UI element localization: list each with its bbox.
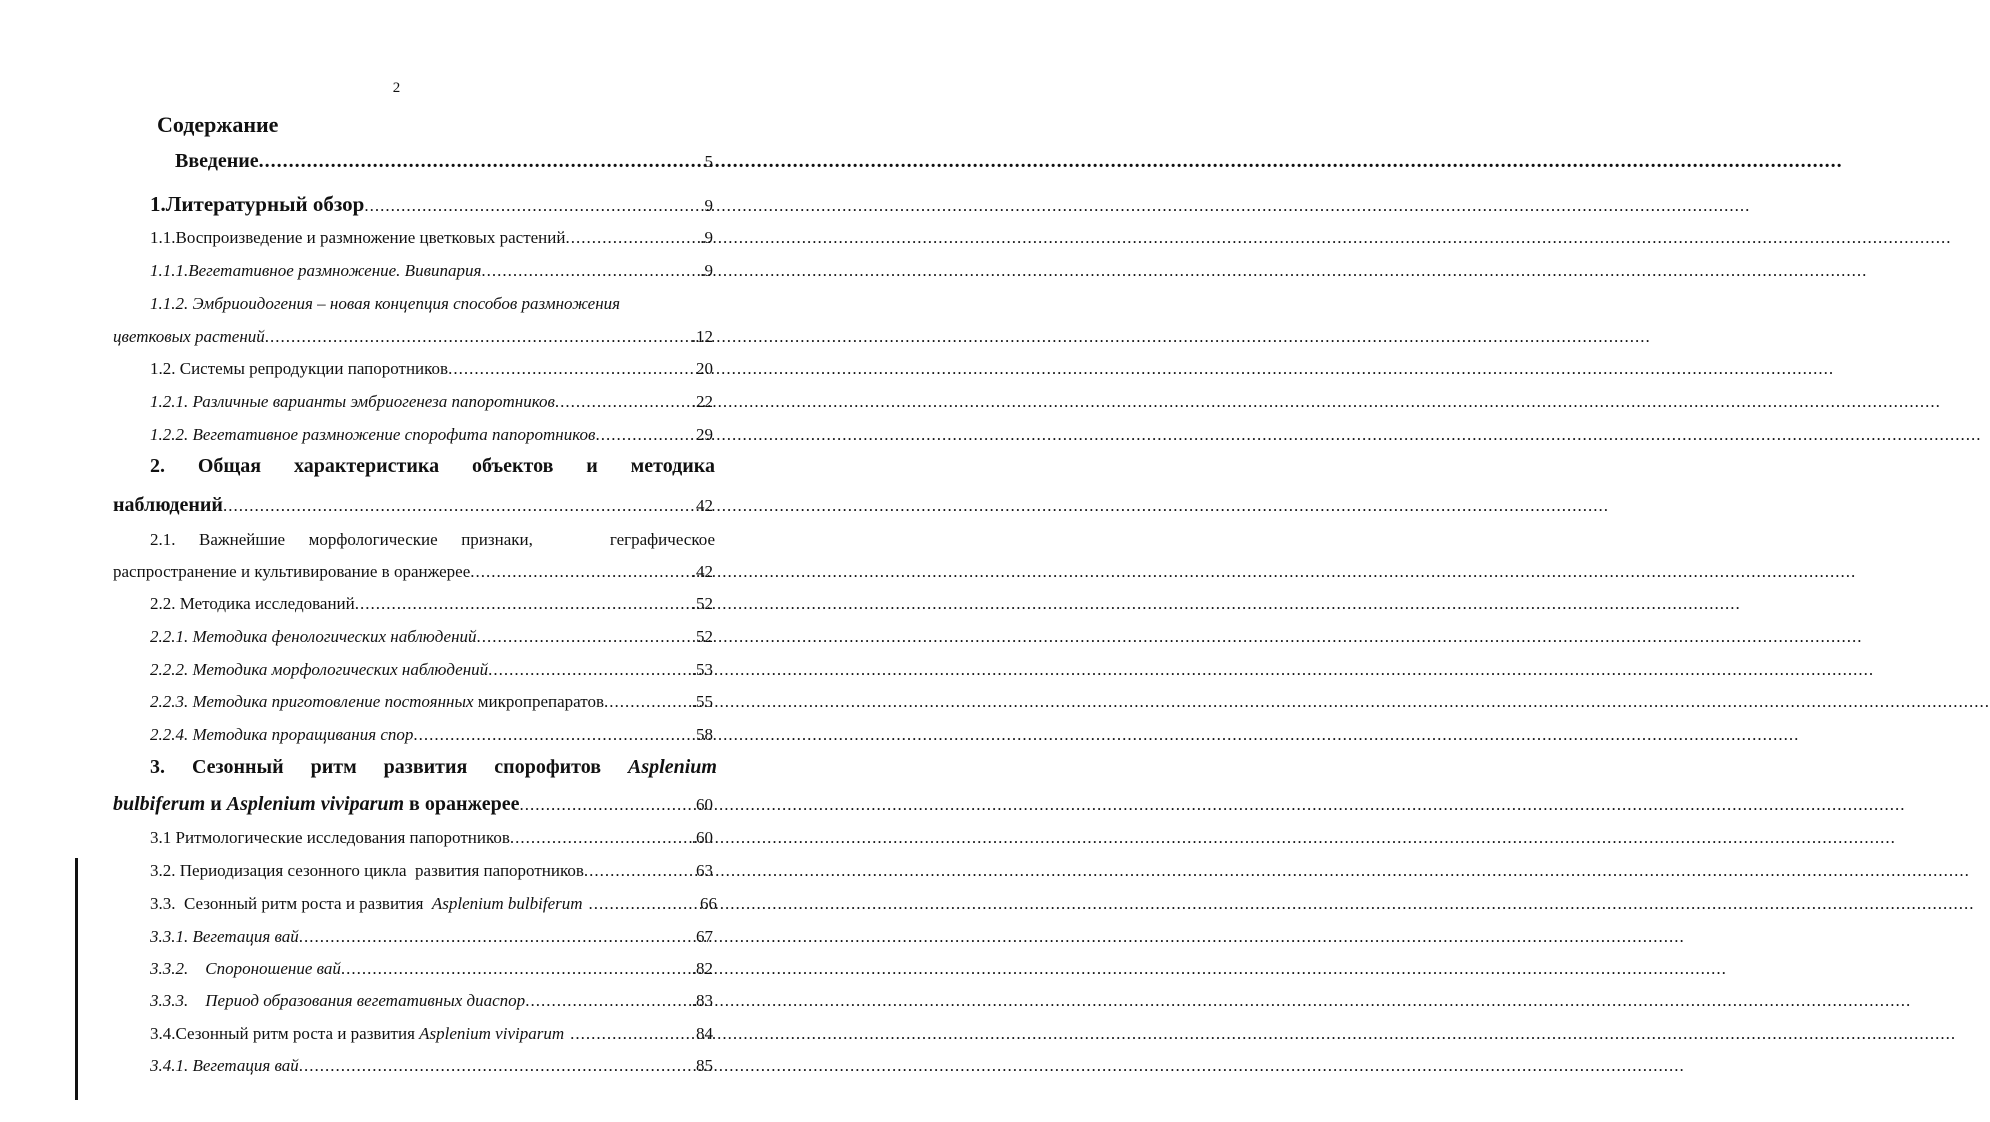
- toc-entry-title: 2.2. Методика исследований: [150, 594, 355, 613]
- toc-entry[interactable]: [150, 991, 713, 1019]
- toc-word: 2.1.: [150, 530, 176, 549]
- toc-entry-page: 9: [704, 196, 713, 215]
- toc-word: спорофитов: [494, 756, 602, 778]
- toc-conj: и: [205, 793, 227, 815]
- toc-entry[interactable]: [150, 425, 713, 453]
- toc-leader: [223, 496, 694, 516]
- toc-entry[interactable]: [113, 494, 713, 522]
- toc-entry-page: .60: [691, 828, 713, 847]
- toc-entry-title: 3.4.1. Вегетация вай: [150, 1056, 299, 1075]
- toc-entry-title: в оранжерее: [404, 793, 520, 815]
- toc-entry-title: 3.1 Ритмологические исследования папоротников: [150, 828, 510, 847]
- toc-entry-page: .82: [691, 959, 713, 978]
- species-name: Asplenium viviparum: [226, 793, 405, 815]
- toc-entry[interactable]: [150, 261, 713, 289]
- toc-entry-line1[interactable]: [150, 455, 715, 485]
- toc-entry-title: 1.2.1. Различные варианты эмбриогенеза папоротников: [150, 392, 555, 411]
- toc-entry-line1[interactable]: [150, 530, 715, 560]
- species-name: Asplenium bulbiferum: [431, 894, 583, 913]
- toc-entry[interactable]: [150, 192, 713, 220]
- species-name: Asplenium viviparum: [419, 1024, 565, 1043]
- toc-entry-page: .83: [691, 991, 713, 1010]
- toc-entry-title: 3.2. Периодизация сезонного цикла развития папоротников: [150, 861, 584, 880]
- toc-leader: [259, 150, 703, 173]
- toc-entry-page: 60: [696, 795, 713, 814]
- toc-word: объектов: [471, 455, 554, 477]
- toc-leader: [565, 228, 698, 248]
- toc-entry-page: .53: [691, 660, 713, 679]
- toc-word: Сезонный: [191, 756, 284, 778]
- toc-word: Общая: [197, 455, 262, 477]
- toc-word: характеристика: [293, 455, 440, 477]
- toc-leader: [355, 594, 690, 614]
- toc-entry-page: .42: [691, 562, 713, 581]
- page-number: 2: [392, 80, 401, 96]
- toc-leader: [525, 991, 690, 1011]
- toc-entry[interactable]: [150, 861, 713, 889]
- toc-entry-line1[interactable]: [150, 756, 717, 786]
- toc-word: и: [586, 455, 598, 477]
- toc-entry[interactable]: [150, 627, 713, 655]
- toc-entry-page: 58: [696, 725, 713, 744]
- toc-leader: [519, 795, 694, 815]
- toc-entry-title: Введение: [175, 150, 259, 172]
- toc-leader: [448, 359, 694, 379]
- toc-entry[interactable]: [175, 150, 713, 178]
- toc-entry[interactable]: [113, 327, 713, 355]
- toc-leader: [364, 196, 702, 216]
- toc-leader: [488, 660, 690, 680]
- toc-word: методика: [630, 455, 715, 477]
- toc-entry-title: 1.2.2. Вегетативное размножение спорофита папоротников: [150, 425, 596, 444]
- toc-entry[interactable]: [113, 562, 713, 590]
- toc-entry[interactable]: [150, 392, 713, 420]
- toc-entry-page: 20: [696, 359, 713, 378]
- toc-entry-page: .22: [691, 392, 713, 411]
- toc-entry-title: 3.3.1. Вегетация вай: [150, 927, 299, 946]
- toc-entry-page: .12: [691, 327, 713, 346]
- toc-entry-title: 1.1.2. Эмбриоидогения – новая концепция способов размножения: [150, 294, 621, 313]
- toc-entry-page: .9: [700, 261, 713, 280]
- toc-entry[interactable]: [150, 1024, 713, 1052]
- toc-entry-title: 1.1.1.Вегетативное размножение. Вивипария: [150, 261, 482, 280]
- toc-leader: [299, 1056, 694, 1076]
- toc-entry-page: .9: [700, 228, 713, 247]
- toc-entry-page: 85: [696, 1056, 713, 1075]
- toc-entry-page: 66: [695, 894, 717, 913]
- toc-entry-page: .55: [691, 692, 713, 711]
- toc-entry[interactable]: [150, 828, 713, 856]
- toc-word: Важнейшие: [199, 530, 286, 549]
- toc-entry-page: 63: [696, 861, 713, 880]
- toc-word: признаки,: [461, 530, 533, 549]
- toc-leader: [413, 725, 694, 745]
- toc-entry[interactable]: [150, 927, 713, 955]
- toc-leader: [341, 959, 690, 979]
- toc-entry[interactable]: [150, 594, 713, 622]
- toc-entry[interactable]: [150, 228, 713, 256]
- toc-leader: [589, 894, 694, 914]
- toc-entry-page: 52: [696, 627, 713, 646]
- toc-entry-title: цветковых растений: [113, 327, 265, 346]
- toc-leader: [555, 392, 690, 412]
- toc-entry-page: 5: [704, 152, 713, 171]
- toc-leader: [265, 327, 690, 347]
- toc-entry[interactable]: [150, 359, 713, 387]
- toc-entry-page: 29: [696, 425, 713, 444]
- toc-entry-title: 2.2.1. Методика фенологических наблюдений: [150, 627, 477, 646]
- toc-entry[interactable]: [150, 1056, 713, 1084]
- toc-entry-title: 2.2.2. Методика морфологических наблюдений: [150, 660, 489, 679]
- toc-entry-title: 2.2.4. Методика проращивания спор: [150, 725, 414, 744]
- toc-entry-line1[interactable]: [150, 294, 713, 322]
- toc-entry-title: 1.2. Системы репродукции папоротников: [150, 359, 449, 378]
- toc-entry-page: .52: [691, 594, 713, 613]
- toc-entry-title: 3.3. Сезонный ритм роста и развития: [150, 894, 432, 913]
- toc-entry-page: 67: [696, 927, 713, 946]
- toc-word: развития: [383, 756, 468, 778]
- toc-entry-title: распространение и культивирование в оранжерее: [113, 562, 471, 581]
- toc-entry[interactable]: [150, 959, 713, 987]
- toc-word: ритм: [310, 756, 357, 778]
- toc-entry[interactable]: [150, 660, 713, 688]
- toc-leader: [299, 927, 694, 947]
- toc-word: 3.: [150, 756, 165, 778]
- toc-entry-title: 2.2.3. Методика приготовление постоянных: [150, 692, 474, 711]
- toc-leader: [604, 692, 690, 712]
- toc-entry-title: 1.Литературный обзор: [150, 192, 365, 216]
- toc-entry[interactable]: [113, 793, 713, 821]
- toc-entry[interactable]: [150, 692, 713, 720]
- toc-word: Asplenium: [628, 756, 717, 778]
- toc-entry[interactable]: [150, 725, 713, 753]
- toc-entry-title: 3.3.3. Период образования вегетативных диаспор: [150, 991, 526, 1010]
- toc-leader: [481, 261, 698, 281]
- toc-entry-page: 42: [696, 496, 713, 515]
- toc-entry[interactable]: [150, 894, 717, 922]
- toc-word: геграфическое: [609, 530, 715, 549]
- toc-entry-title: 1.1.Воспроизведение и размножение цветковых растений: [150, 228, 566, 247]
- species-name: bulbiferum: [113, 793, 206, 815]
- toc-entry-title-suffix: микропрепаратов: [473, 692, 604, 711]
- toc-leader: [584, 861, 694, 881]
- toc-entry-page: 84: [696, 1024, 713, 1043]
- toc-leader: [510, 828, 690, 848]
- toc-entry-title: наблюдений: [113, 494, 223, 516]
- toc-entry-title: 3.3.2. Спороношение вай: [150, 959, 341, 978]
- toc-entry-title: 3.4.Сезонный ритм роста и развития: [150, 1024, 420, 1043]
- toc-leader: [570, 1024, 694, 1044]
- toc-word: 2.: [150, 455, 165, 477]
- toc-leader: [470, 562, 690, 582]
- toc-leader: [595, 425, 694, 445]
- toc-leader: [477, 627, 694, 647]
- page-title: Содержание: [157, 112, 279, 137]
- scan-margin-line: [75, 858, 78, 1100]
- toc-word: морфологические: [308, 530, 438, 549]
